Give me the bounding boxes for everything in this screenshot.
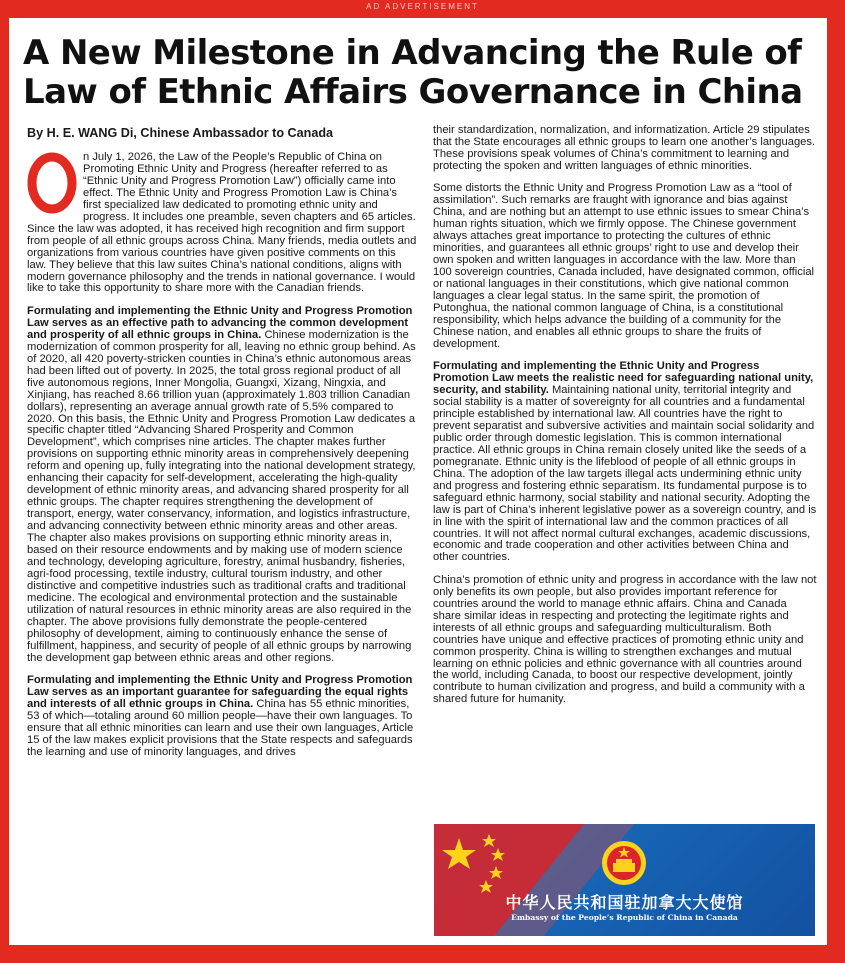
advertisement-page <box>9 18 827 945</box>
section-unity-heading: Formulating and implementing the Ethnic Unity and Progress Promotion Law meets the realistic need for safeguarding national unity, security, and stability. <box>433 360 814 397</box>
right-column <box>433 125 817 717</box>
section-rights <box>27 675 417 759</box>
embassy-banner <box>434 824 815 936</box>
embassy-name-english: Embassy of the People’s Republic of China in Canada <box>511 913 738 922</box>
top-strip-label: AD ADVERTISEMENT <box>366 2 479 11</box>
section-development <box>27 306 417 665</box>
section-unity-body: Maintaining national unity, territorial integrity and social stability is a matter of sovereignty for all countries and a fundamental principle established by international law. All countries have the right to prevent separatist and subversive activities and maintain social solidarity and public order through domestic legislation. This is common international practice. All ethnic groups in China remain closely united like the seeds of a pomegranate. Ethnic unity is the lifeblood of people of all ethnic groups in China. The adoption of the law targets illegal acts undermining ethnic unity and progress and fostering ethnic separatism. Its fundamental purpose is to safeguard ethnic harmony, social stability and national security. Adopting the law is part of China’s inherent legislative power as a sovereign country, and is in line with the spirit of international law and the common practices of all countries. It will not affect normal cultural exchanges, academic discussions, economic and trade cooperation and other activities between China and other countries. <box>433 384 817 564</box>
intro-paragraph <box>27 152 417 295</box>
headline: A New Milestone in Advancing the Rule of Law of Ethnic Affairs Governance in China <box>23 33 803 112</box>
closing-paragraph: China’s promotion of ethnic unity and progress in accordance with the law not only benefits its own people, but also provides important reference for countries around the world to manage ethnic affairs. China and Canada share similar ideas in respecting and protecting the legitimate rights and interests of all ethnic groups and safeguarding multiculturalism. Both countries have unique and effective practices of promoting ethnic unity and common prosperity. China is willing to strengthen exchanges and mutual learning on ethnic policies and ethnic governance with all countries around the world, including Canada, to boost our respective development, jointly contribute to human civilization and progress, and build a community with a shared future for humanity. <box>433 573 817 706</box>
intro-text: n July 1, 2026, the Law of the People’s Republic of China on Promoting Ethnic Unity and Progress (hereafter referred to as “Ethnic Unity and Progress Promotion Law”) officially came into effect. The Ethnic Unity and Progress Promotion Law is China’s first specialized law dedicated to promoting ethnic unity and progress. It includes one preamble, seven chapters and 65 articles. Since the law was adopted, it has received high recognition and firm support from people of all ethnic groups across China. Many friends, media outlets and organizations from various countries have given positive comments on this law. They believe that this law suites China’s national conditions, aligns with modern governance philosophy and the trends in national governance. I would like to take this opportunity to share more with the Canadian friends. <box>27 151 417 295</box>
dropcap-o <box>27 152 77 214</box>
embassy-name-chinese: 中华人民共和国驻加拿大大使馆 <box>505 893 744 912</box>
languages-paragraph: their standardization, normalization, and informatization. Article 29 stipulates that the State encourages all ethnic groups to learn one another’s languages. These provisions speak volumes of China’s commitment to learning and protecting the spoken and written languages of ethnic minorities. <box>433 124 816 172</box>
assimilation-paragraph: Some distorts the Ethnic Unity and Progress Promotion Law as a “tool of assimilation”. Such remarks are fraught with ignorance and bias against China, and are nothing but an attempt to use ethnic issues to smear China’s human rights situation, which we firmly oppose. The Chinese government always attaches great importance to protecting the cultures of ethnic minorities, and guarantees all ethnic groups’ right to use and develop their own spoken and written languages in accordance with the law. More than 100 sovereign countries, Canada included, have designated common, official or national languages in their constitutions, which give national common languages a clear legal status. In the same spirit, the promotion of Putonghua, the national common language of China, is a constitutional responsibility, which helps advance the building of a community for the Chinese nation, and enables all ethnic groups to share the fruits of development. <box>433 182 815 350</box>
left-column <box>27 126 417 769</box>
section-rights-heading: Formulating and implementing the Ethnic Unity and Progress Promotion Law serves as an important guarantee for safeguarding the equal rights and interests of all ethnic groups in China. <box>27 674 413 710</box>
section-rights-body: China has 55 ethnic minorities, 53 of which—totaling around 60 million people—have their own languages. To ensure that all ethnic minorities can learn and use their own languages, Article 15 of the law makes explicit provisions that the State respects and safeguards the learning and use of minority languages, and drives <box>27 697 414 758</box>
section-development-heading: Formulating and implementing the Ethnic Unity and Progress Promotion Law serves as an effective path to advancing the common development and prosperity of all ethnic groups in China. <box>27 304 413 341</box>
section-unity <box>433 361 817 564</box>
section-development-body: Chinese modernization is the modernization of common prosperity for all, leaving no ethnic group behind. As of 2020, all 420 poverty-stricken counties in China’s ethnic autonomous areas had been lifted out of poverty. In 2025, the total gross regional product of all five autonomous regions, Inner Mongolia, Guangxi, Xizang, Ningxia, and Xinjiang, has reached 8.66 trillion yuan (approximately 1.803 trillion Canadian dollars), representing an average annual growth rate of 5.5% compared to 2020. On this basis, the Ethnic Unity and Progress Promotion Law dedicates a specific chapter titled “Advancing Shared Prosperity and Common Development”, which comprises nine articles. The chapter makes further provisions on supporting ethnic minority areas in comprehensively deepening reform and opening up, fully integrating into the national development strategy, enhancing their capacity for self-development, accelerating the high-quality development of ethnic minority areas, and advancing shared prosperity for all ethnic groups. The chapter requires strengthening the development of transport, energy, water conservancy, information, and logistics infrastructure, and advancing connectivity between ethnic minority areas and other areas. The chapter also makes provisions on supporting ethnic minority areas in, based on their resource endowments and by making use of modern science and technology, developing agriculture, forestry, animal husbandry, fisheries, agri-food processing, textile industry, cultural tourism industry, and other distinctive and competitive industries such as traditional crafts and traditional medicine. The ecological and environmental protection and the sustainable utilization of natural resources in ethnic minority areas are also required in the chapter. The above provisions fully demonstrate the people-centered philosophy of development, aiming to continuously enhance the sense of fulfillment, happiness, and security of people of all ethnic groups by narrowing the development gap between ethnic areas and other regions. <box>27 328 416 664</box>
byline: By H. E. WANG Di, Chinese Ambassador to Canada <box>27 126 334 140</box>
national-emblem-icon <box>599 838 649 888</box>
